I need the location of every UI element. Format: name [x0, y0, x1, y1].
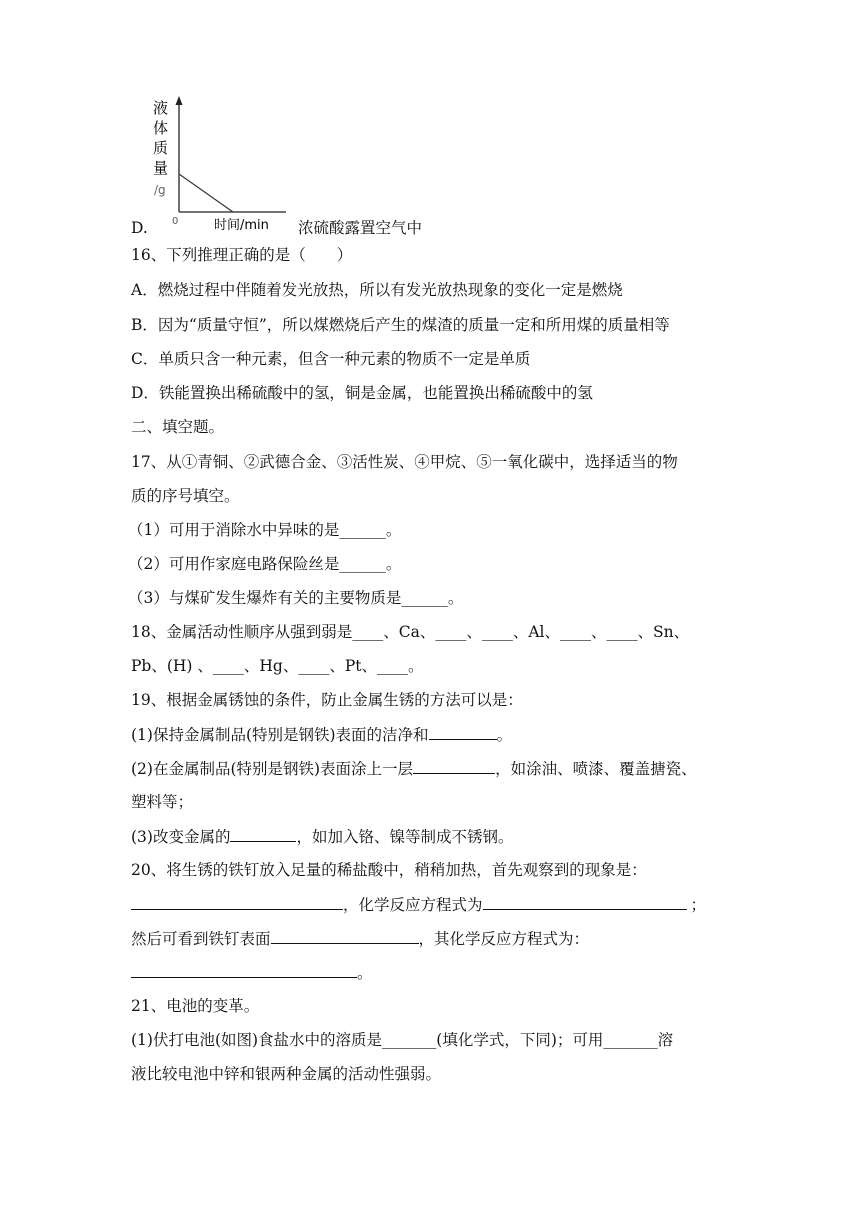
origin-label: 0 — [172, 216, 179, 227]
q21-item-1-line2: 液比较电池中锌和银两种金属的活动性强弱。 — [131, 1065, 442, 1083]
y-unit: /g — [154, 183, 166, 197]
q18-line1: 18、金属活动性顺序从强到弱是____、Ca、____、____、Al、____、____、Sn、 — [131, 623, 690, 641]
q20-line4-end: 。 — [357, 964, 373, 982]
q20-line2-mid: ，化学反应方程式为 — [343, 896, 483, 914]
q19-item-3-text: (3)改变金属的 — [131, 828, 231, 846]
section-heading: 二、填空题。 — [131, 418, 225, 436]
q20-stem: 20、将生锈的铁钉放入足量的稀盐酸中，稍稍加热，首先观察到的现象是： — [131, 861, 647, 879]
q20-line4 — [131, 962, 373, 983]
q16-stem: 16、下列推理正确的是（ ） — [131, 246, 353, 264]
q15-option-d-label: D. — [131, 219, 148, 237]
q19-item-2-end: ，如涂油、喷漆、覆盖搪瓷、 — [495, 760, 697, 778]
y-label-char: 质 — [153, 139, 169, 157]
answer-blank — [429, 724, 497, 740]
x-label: 时间/min — [214, 218, 269, 233]
answer-blank — [413, 758, 495, 774]
q16-option-b: B．因为“质量守恒”，所以煤燃烧后产生的煤渣的质量一定和所用煤的质量相等 — [131, 316, 670, 334]
q21-item-1-line1: (1)伏打电池(如图)食盐水中的溶质是_______(填化学式，下同)；可用_______溶 — [131, 1031, 674, 1049]
q20-line3-pre: 然后可看到铁钉表面 — [131, 930, 271, 948]
q20-line3 — [131, 928, 589, 949]
q21-stem: 21、电池的变革。 — [131, 997, 260, 1015]
mass-time-graph — [148, 96, 288, 236]
q19-item-1-end: 。 — [496, 726, 513, 744]
q16-option-d: D．铁能置换出稀硫酸中的氢，铜是金属，也能置换出稀硫酸中的氢 — [131, 384, 593, 402]
q19-item-3-end: ，如加入铬、镍等制成不锈钢。 — [296, 828, 514, 846]
q20-line2 — [131, 894, 706, 915]
q17-item-2: （2）可用作家庭电路保险丝是______。 — [128, 555, 402, 573]
y-label-char: 液 — [153, 99, 169, 117]
mass-line — [179, 174, 233, 212]
q19-item-3 — [131, 826, 513, 847]
answer-blank — [230, 826, 296, 842]
q17-item-3: （3）与煤矿发生爆炸有关的主要物质是______。 — [128, 589, 464, 607]
y-label-char: 体 — [153, 119, 169, 137]
q15-option-d-caption: 浓硫酸露置空气中 — [298, 219, 423, 237]
y-label-char: 量 — [153, 159, 169, 177]
q19-item-2-text: (2)在金属制品(特别是钢铁)表面涂上一层 — [131, 760, 414, 778]
q20-line3-post: ，其化学反应方程式为： — [418, 930, 590, 948]
q17-stem-line1: 17、从①青铜、②武德合金、③活性炭、④甲烷、⑤一氧化碳中，选择适当的物 — [131, 453, 678, 471]
q19-item-2-cont: 塑料等； — [131, 793, 194, 811]
q16-option-a: A．燃烧过程中伴随着发光放热，所以有发光放热现象的变化一定是燃烧 — [131, 281, 623, 299]
q19-item-1-text: (1)保持金属制品(特别是钢铁)表面的洁净和 — [131, 726, 429, 744]
q18-line2: Pb、(H) 、____、Hg、____、Pt、____。 — [131, 657, 424, 675]
q19-item-1 — [131, 724, 512, 745]
q17-stem-line2: 质的序号填空。 — [131, 487, 240, 505]
q20-line2-end: ； — [690, 896, 707, 914]
q17-item-1: （1）可用于消除水中异味的是______。 — [128, 521, 402, 539]
answer-blank — [271, 928, 419, 944]
q19-stem: 19、根据金属锈蚀的条件，防止金属生锈的方法可以是： — [131, 691, 523, 709]
answer-blank — [483, 894, 687, 910]
answer-blank — [131, 962, 357, 978]
y-axis-arrow — [176, 96, 183, 105]
q19-item-2 — [131, 758, 697, 779]
answer-blank — [131, 894, 343, 910]
q16-option-c: C．单质只含一种元素，但含一种元素的物质不一定是单质 — [131, 350, 531, 368]
